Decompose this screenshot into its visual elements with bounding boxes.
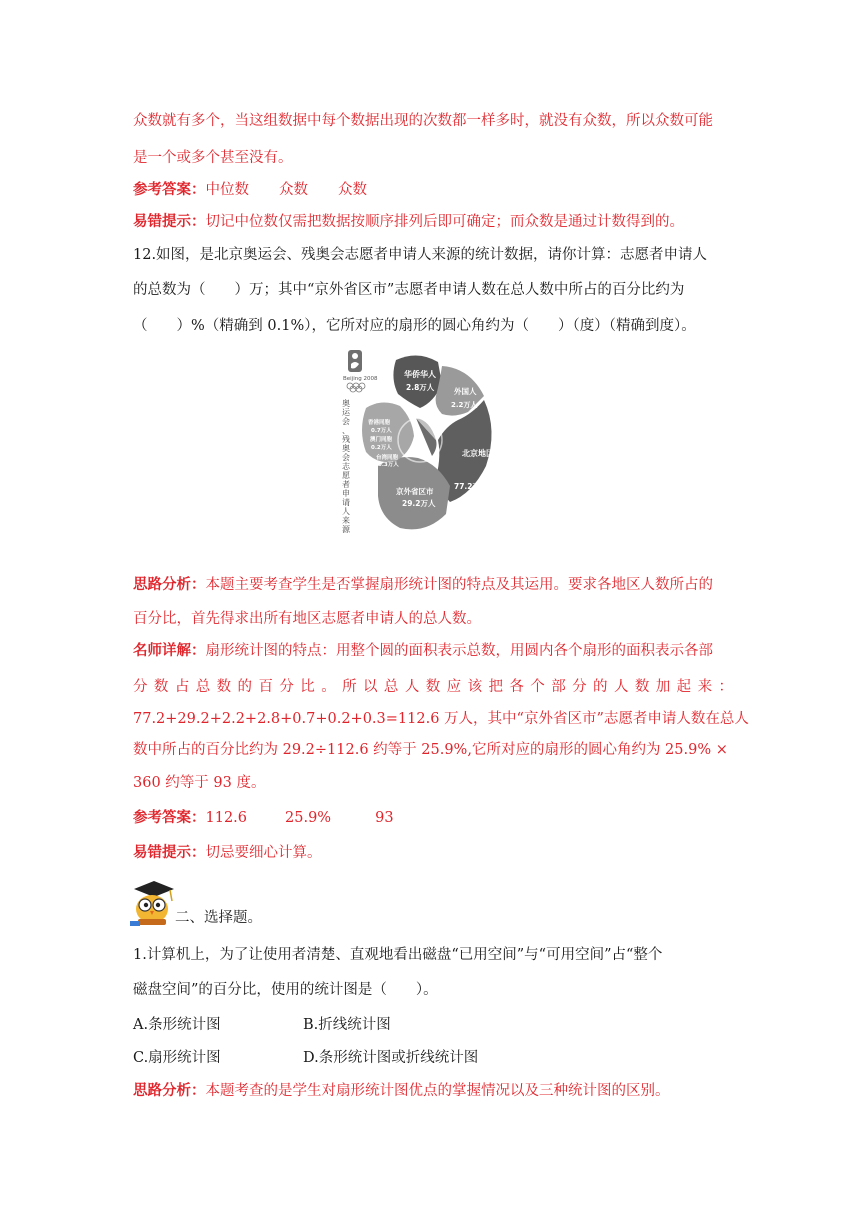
answer-value: 众数 (338, 182, 367, 198)
answer-label: 参考答案： (133, 809, 206, 826)
error-tip-2 (133, 843, 733, 863)
label-foreigners-value: 2.2万人 (451, 401, 478, 409)
vertical-title-char: 、 (342, 426, 350, 435)
label-other-provinces-value: 29.2万人 (402, 499, 436, 508)
label-beijing-value: 77.2万人 (454, 482, 488, 491)
label-macau-value: 0.2万人 (371, 445, 392, 451)
label-beijing-name: 北京地区 (462, 449, 494, 458)
analysis-line-2: 百分比，首先得求出所有地区志愿者申请人的总人数。 (133, 611, 481, 627)
label-macau-name: 澳门同胞 (370, 437, 393, 443)
label-overseas-chinese-value: 2.8万人 (406, 383, 435, 392)
answer-value: 中位数 (205, 182, 249, 198)
analysis-line-1 (133, 575, 733, 595)
detail-text: 扇形统计图的特点：用整个圆的面积表示总数，用圆内各个扇形的面积表示各部 (205, 643, 713, 659)
vertical-title-char: 会 (342, 417, 350, 426)
answer-value: 众数 (279, 182, 308, 198)
detail-line-5: 360 约等于 93 度。 (133, 775, 266, 791)
tip-label: 易错提示： (133, 213, 206, 230)
vertical-title-char: 来 (342, 516, 350, 525)
question-1-line-1: 1.计算机上，为了让使用者清楚、直观地看出磁盘“已用空间”与“可用空间”占“整个 (133, 947, 663, 963)
volunteer-source-graphic (338, 344, 500, 546)
volunteer-source-figure (338, 344, 500, 546)
vertical-title-char: 运 (342, 408, 350, 417)
vertical-title-char: 奥 (342, 399, 350, 408)
analysis-2 (133, 1081, 733, 1101)
detail-line-2: 分数占总数的百分比。所以总人数应该把各个部分的人数加起来： (133, 679, 733, 695)
vertical-title-char: 愿 (342, 471, 350, 480)
mode-explanation-line-1: 众数就有多个，当这组数据中每个数据出现的次数都一样多时，就没有众数，所以众数可能 (133, 113, 713, 129)
question-12-line-3: （ ）%（精确到 0.1%），它所对应的扇形的圆心角约为（ ）（度）（精确到度）。 (133, 318, 696, 334)
answer-value: 93 (375, 810, 394, 826)
tip-label: 易错提示： (133, 844, 206, 861)
reference-answer-1 (133, 180, 733, 200)
vertical-title-char: 人 (342, 507, 350, 516)
tip-text: 切记中位数仅需把数据按顺序排列后即可确定；而众数是通过计数得到的。 (205, 214, 684, 230)
mode-explanation-line-2: 是一个或多个甚至没有。 (133, 150, 293, 166)
answer-label: 参考答案： (133, 181, 206, 198)
tip-text: 切忌要细心计算。 (205, 845, 322, 861)
vertical-title-char: 会 (342, 453, 350, 462)
option-b: B.折线统计图 (303, 1017, 391, 1033)
logo-caption: Beijing 2008 (343, 376, 378, 382)
beijing-2008-logo (343, 350, 378, 392)
option-c: C.扇形统计图 (133, 1050, 221, 1066)
vertical-title-char: 奥 (342, 444, 350, 453)
label-taiwan-value: 0.3万人 (378, 462, 399, 468)
label-hongkong-name: 香港同胞 (368, 420, 391, 426)
label-other-provinces-name: 京外省区市 (396, 487, 434, 496)
detail-line-3: 77.2+29.2+2.2+2.8+0.7+0.2+0.3=112.6 万人，其中“京外省区市”志愿者申请人数在总人 (133, 711, 749, 727)
vertical-title-char: 志 (342, 462, 350, 471)
detail-line-1 (133, 641, 733, 661)
segment-overseas-chinese (393, 355, 442, 408)
question-1-line-2: 磁盘空间”的百分比，使用的统计图是（ ）。 (133, 982, 438, 998)
question-12-line-2: 的总数为（ ）万；其中“京外省区市”志愿者申请人数在总人数中所占的百分比约为 (133, 282, 685, 298)
label-overseas-chinese-name: 华侨华人 (404, 370, 436, 379)
question-12-line-1: 12.如图，是北京奥运会、残奥会志愿者申请人来源的统计数据，请你计算：志愿者申请人 (133, 247, 708, 263)
owl-graduate-icon (126, 879, 176, 927)
detail-line-4: 数中所占的百分比约为 29.2÷112.6 约等于 25.9%,它所对应的扇形的圆心角约为 25.9% × (133, 742, 728, 758)
error-tip-1 (133, 212, 733, 232)
detail-label: 名师详解： (133, 642, 206, 659)
vertical-title-char: 请 (342, 498, 350, 507)
label-taiwan-name: 台湾同胞 (376, 455, 399, 461)
analysis-label: 思路分析： (133, 576, 206, 593)
vertical-title-char: 申 (342, 489, 350, 498)
vertical-title-char: 者 (342, 480, 350, 489)
option-a: A.条形统计图 (133, 1017, 221, 1033)
vertical-title-char: 源 (342, 525, 350, 534)
vertical-title-char: 残 (342, 435, 350, 444)
option-d: D.条形统计图或折线统计图 (303, 1050, 479, 1066)
reference-answer-2 (133, 808, 733, 828)
label-hongkong-value: 0.7万人 (371, 428, 392, 434)
analysis-label: 思路分析： (133, 1082, 206, 1099)
analysis-text: 本题考查的是学生对扇形统计图优点的掌握情况以及三种统计图的区别。 (205, 1083, 670, 1099)
answer-value: 25.9% (285, 810, 332, 826)
label-foreigners-name: 外国人 (454, 387, 477, 396)
section-title: 二、选择题。 (175, 910, 262, 926)
answer-value: 112.6 (205, 810, 248, 826)
analysis-text: 本题主要考查学生是否掌握扇形统计图的特点及其运用。要求各地区人数所占的 (205, 577, 713, 593)
